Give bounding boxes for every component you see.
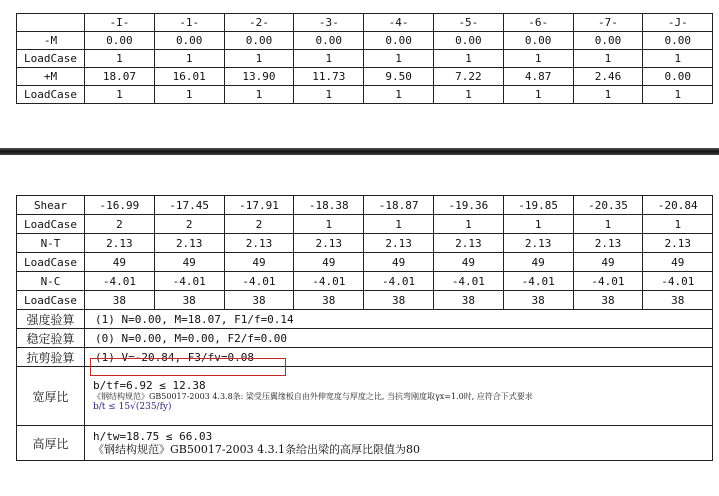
column-header: -7- [573, 14, 643, 32]
column-header: -2- [224, 14, 294, 32]
table-cell: -18.87 [364, 196, 434, 215]
table-cell: 1 [224, 50, 294, 68]
table-cell: -4.01 [224, 272, 294, 291]
table-cell: -19.85 [503, 196, 573, 215]
table-cell: 13.90 [224, 68, 294, 86]
table-cell: 2.13 [294, 234, 364, 253]
table-row [17, 272, 713, 291]
shear-check-highlight [90, 358, 286, 376]
column-header: -I- [85, 14, 155, 32]
section-divider [0, 148, 719, 155]
table-cell: 49 [643, 253, 713, 272]
table-cell: 9.50 [364, 68, 434, 86]
table-cell: 49 [503, 253, 573, 272]
table-cell: -4.01 [85, 272, 155, 291]
table-cell: 2.13 [364, 234, 434, 253]
table-row [17, 68, 713, 86]
table-cell: -17.45 [154, 196, 224, 215]
table-cell: 1 [85, 86, 155, 104]
table-cell: -4.01 [643, 272, 713, 291]
table-row [17, 215, 713, 234]
table-cell: 2.13 [503, 234, 573, 253]
table-cell: 2.13 [573, 234, 643, 253]
table-cell: 1 [643, 215, 713, 234]
table-cell: -4.01 [364, 272, 434, 291]
table-cell: 1 [573, 50, 643, 68]
table-cell: 0.00 [643, 68, 713, 86]
table-cell: 2.13 [433, 234, 503, 253]
table-cell: 1 [643, 86, 713, 104]
table-cell: -17.91 [224, 196, 294, 215]
table-cell: 7.22 [433, 68, 503, 86]
table-cell: 0.00 [573, 32, 643, 50]
table-row [17, 253, 713, 272]
table-cell: 1 [224, 86, 294, 104]
table-cell: 1 [503, 86, 573, 104]
row-label-cell: LoadCase [17, 253, 85, 272]
stability-check-value: (0) N=0.00, M=0.00, F2/f=0.00 [85, 329, 713, 348]
table-cell: 18.07 [85, 68, 155, 86]
table-cell: 1 [573, 215, 643, 234]
table-cell: 16.01 [154, 68, 224, 86]
table-cell: 1 [85, 50, 155, 68]
table-row [17, 234, 713, 253]
table-cell: 1 [294, 86, 364, 104]
table-cell: 1 [294, 215, 364, 234]
height-thickness-row [17, 426, 713, 461]
table-cell: 38 [573, 291, 643, 310]
width-thickness-value: b/tf=6.92 ≤ 12.38 [93, 379, 206, 393]
table-cell: -18.38 [294, 196, 364, 215]
table-cell: 38 [154, 291, 224, 310]
table-cell: -4.01 [154, 272, 224, 291]
table-cell: 1 [154, 86, 224, 104]
column-header: -J- [643, 14, 713, 32]
table-header-row [17, 14, 713, 32]
height-thickness-label: 高厚比 [17, 426, 85, 461]
width-thickness-note: 《钢结构规范》GB50017-2003 4.3.8条: 梁受压翼缘板自由外伸宽度与厚度之比, 当抗弯刚度取γx=1.0时, 应符合下式要求 [93, 392, 533, 402]
table-cell: 38 [503, 291, 573, 310]
table-cell: 11.73 [294, 68, 364, 86]
table-cell: 0.00 [643, 32, 713, 50]
moment-table [16, 13, 713, 104]
table-cell: 1 [643, 50, 713, 68]
table-cell: 1 [433, 86, 503, 104]
column-header: -3- [294, 14, 364, 32]
table-cell: 2.13 [154, 234, 224, 253]
strength-check-value: (1) N=0.00, M=18.07, F1/f=0.14 [85, 310, 713, 329]
table-cell: -4.01 [503, 272, 573, 291]
table-row [17, 196, 713, 215]
table-cell: 1 [433, 50, 503, 68]
strength-check-row [17, 310, 713, 329]
table-row [17, 291, 713, 310]
table-row [17, 50, 713, 68]
table-cell: 0.00 [224, 32, 294, 50]
table-cell: -4.01 [294, 272, 364, 291]
table-cell: 0.00 [503, 32, 573, 50]
shear-check-label: 抗剪验算 [17, 348, 85, 367]
table-cell: 0.00 [154, 32, 224, 50]
height-thickness-note: 《钢结构规范》GB50017-2003 4.3.1条给出梁的高厚比限值为80 [93, 443, 421, 456]
height-thickness-value: h/tw=18.75 ≤ 66.03 [93, 429, 213, 443]
table-cell: 38 [364, 291, 434, 310]
row-label-cell: -M [17, 32, 85, 50]
table-cell: 1 [364, 86, 434, 104]
table-cell: 1 [154, 50, 224, 68]
shear-check-table [16, 195, 713, 461]
table-cell: 1 [503, 215, 573, 234]
table-cell: 0.00 [85, 32, 155, 50]
stability-check-label: 稳定验算 [17, 329, 85, 348]
table-cell: -20.35 [573, 196, 643, 215]
table-cell: 38 [85, 291, 155, 310]
table-cell: 2.13 [224, 234, 294, 253]
table-row [17, 32, 713, 50]
table-cell: 49 [154, 253, 224, 272]
table-cell: 38 [433, 291, 503, 310]
table-cell: 2 [224, 215, 294, 234]
table-cell: -16.99 [85, 196, 155, 215]
strength-check-label: 强度验算 [17, 310, 85, 329]
row-label-cell: LoadCase [17, 215, 85, 234]
table-cell: 2.46 [573, 68, 643, 86]
table-cell: 38 [294, 291, 364, 310]
table-cell: -19.36 [433, 196, 503, 215]
table-row [17, 86, 713, 104]
table-cell: 1 [294, 50, 364, 68]
table-cell: 1 [364, 50, 434, 68]
table-cell: 1 [364, 215, 434, 234]
table-cell: 1 [503, 50, 573, 68]
column-header: -5- [433, 14, 503, 32]
width-thickness-formula: b/t ≤ 15√(235/fy) [93, 401, 172, 412]
height-thickness-cell [85, 426, 713, 461]
table-cell: 0.00 [433, 32, 503, 50]
table-cell: 38 [224, 291, 294, 310]
table-cell: 1 [433, 215, 503, 234]
table-cell: 0.00 [294, 32, 364, 50]
table-cell: 49 [85, 253, 155, 272]
row-label-cell: LoadCase [17, 291, 85, 310]
table-cell: 0.00 [364, 32, 434, 50]
row-label-cell: LoadCase [17, 86, 85, 104]
table-cell: -4.01 [573, 272, 643, 291]
shear-check-value: (1) V=-20.84, F3/fv=0.08 [85, 348, 713, 367]
table-cell: 49 [294, 253, 364, 272]
row-label-cell: Shear [17, 196, 85, 215]
table-cell: 49 [433, 253, 503, 272]
table-cell: 49 [364, 253, 434, 272]
column-header: -1- [154, 14, 224, 32]
column-header [17, 14, 85, 32]
table-cell: 49 [224, 253, 294, 272]
row-label-cell: +M [17, 68, 85, 86]
stability-check-row [17, 329, 713, 348]
table-cell: 49 [573, 253, 643, 272]
table-cell: 2 [85, 215, 155, 234]
table-cell: -20.84 [643, 196, 713, 215]
table-cell: -4.01 [433, 272, 503, 291]
row-label-cell: N-T [17, 234, 85, 253]
table-cell: 2 [154, 215, 224, 234]
row-label-cell: N-C [17, 272, 85, 291]
table-cell: 2.13 [85, 234, 155, 253]
width-thickness-label: 宽厚比 [17, 367, 85, 426]
column-header: -4- [364, 14, 434, 32]
table-cell: 1 [573, 86, 643, 104]
table-cell: 4.87 [503, 68, 573, 86]
row-label-cell: LoadCase [17, 50, 85, 68]
column-header: -6- [503, 14, 573, 32]
table-cell: 2.13 [643, 234, 713, 253]
table-cell: 38 [643, 291, 713, 310]
